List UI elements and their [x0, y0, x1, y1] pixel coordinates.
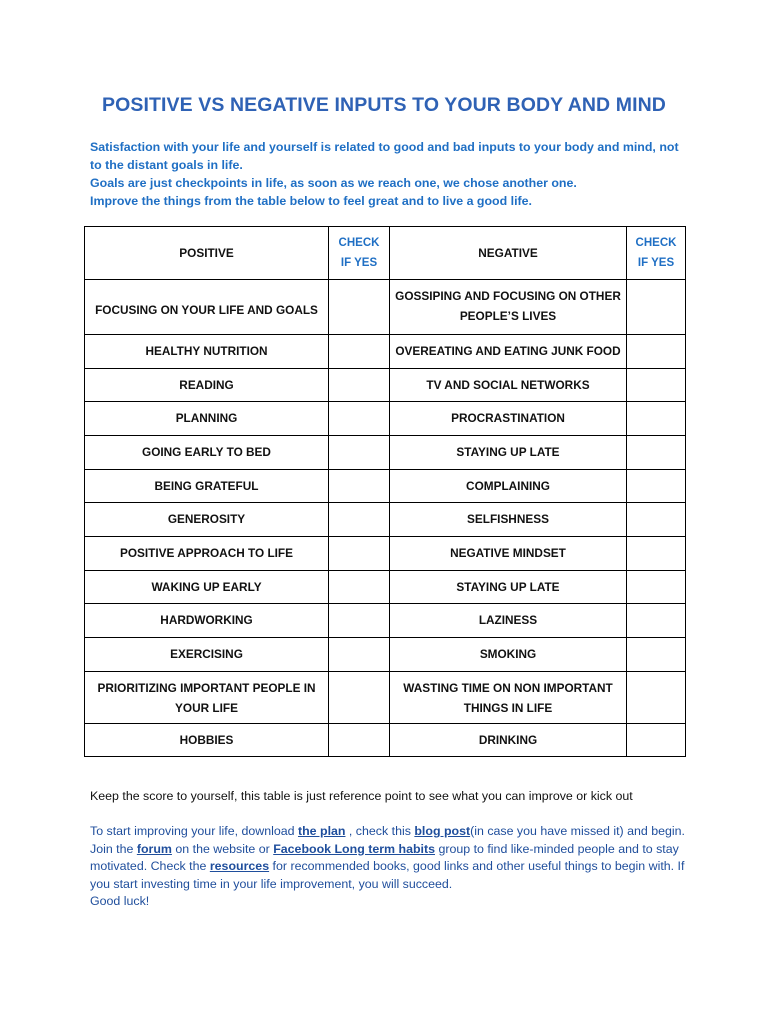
- check-header: [627, 227, 686, 280]
- negative-item: DRINKING: [390, 724, 627, 757]
- table-row: [85, 402, 686, 436]
- table-row: [85, 724, 686, 757]
- positive-item: GENEROSITY: [85, 503, 329, 537]
- positive-item: PLANNING: [85, 402, 329, 436]
- check-cell-positive[interactable]: [329, 402, 390, 436]
- intro-text: [90, 138, 690, 210]
- positive-item: WAKING UP EARLY: [85, 571, 329, 604]
- table-row: [85, 335, 686, 369]
- check-cell-negative[interactable]: [627, 638, 686, 672]
- negative-item: SMOKING: [390, 638, 627, 672]
- negative-item: OVEREATING AND EATING JUNK FOOD: [390, 335, 627, 369]
- negative-item: TV AND SOCIAL NETWORKS: [390, 369, 627, 402]
- table-row: [85, 280, 686, 335]
- negative-item: GOSSIPING AND FOCUSING ON OTHER PEOPLE’S LIVES: [390, 280, 627, 335]
- check-cell-positive[interactable]: [329, 280, 390, 335]
- check-header-line: CHECK: [635, 237, 677, 249]
- check-cell-negative[interactable]: [627, 280, 686, 335]
- table-row: [85, 604, 686, 638]
- forum-link[interactable]: forum: [136, 841, 172, 856]
- intro-line: to the distant goals in life.: [90, 158, 243, 172]
- inputs-table: [84, 226, 686, 757]
- positive-item: READING: [85, 369, 329, 402]
- positive-item: PRIORITIZING IMPORTANT PEOPLE IN YOUR LIFE: [85, 672, 329, 724]
- check-cell-negative[interactable]: [627, 537, 686, 571]
- check-cell-positive[interactable]: [329, 724, 390, 757]
- footer-text-segment: on the website or: [171, 841, 274, 856]
- check-cell-positive[interactable]: [329, 672, 390, 724]
- good-luck-text: Good luck!: [90, 894, 150, 908]
- positive-item: HOBBIES: [85, 724, 329, 757]
- intro-line: Satisfaction with your life and yourself is related to good and bad inputs to your body and mind, not: [90, 140, 679, 154]
- positive-item: HEALTHY NUTRITION: [85, 335, 329, 369]
- check-header-line: CHECK: [338, 237, 380, 249]
- table-row: [85, 436, 686, 470]
- negative-item: NEGATIVE MINDSET: [390, 537, 627, 571]
- table-row: [85, 672, 686, 724]
- resources-link[interactable]: resources: [209, 859, 270, 873]
- check-cell-positive[interactable]: [329, 571, 390, 604]
- positive-item: HARDWORKING: [85, 604, 329, 638]
- check-cell-negative[interactable]: [627, 470, 686, 503]
- negative-header: NEGATIVE: [390, 227, 627, 280]
- footer-text-segment: (in case you have missed it) and begin.: [470, 824, 685, 838]
- negative-item: STAYING UP LATE: [390, 571, 627, 604]
- check-cell-negative[interactable]: [627, 402, 686, 436]
- positive-item: POSITIVE APPROACH TO LIFE: [85, 537, 329, 571]
- footer-text: [90, 823, 690, 911]
- negative-item: STAYING UP LATE: [390, 436, 627, 470]
- positive-item: GOING EARLY TO BED: [85, 436, 329, 470]
- positive-header: POSITIVE: [85, 227, 329, 280]
- check-header: [329, 227, 390, 280]
- check-header-line: IF YES: [637, 257, 675, 269]
- check-cell-positive[interactable]: [329, 470, 390, 503]
- check-cell-positive[interactable]: [329, 638, 390, 672]
- negative-item: WASTING TIME ON NON IMPORTANT THINGS IN LIFE: [390, 672, 627, 724]
- blog-post-link[interactable]: blog post: [414, 824, 471, 838]
- check-cell-positive[interactable]: [329, 335, 390, 369]
- check-cell-positive[interactable]: [329, 436, 390, 470]
- check-cell-negative[interactable]: [627, 571, 686, 604]
- table-row: [85, 503, 686, 537]
- check-cell-positive[interactable]: [329, 369, 390, 402]
- check-cell-positive[interactable]: [329, 537, 390, 571]
- positive-item: BEING GRATEFUL: [85, 470, 329, 503]
- table-row: [85, 638, 686, 672]
- check-cell-negative[interactable]: [627, 604, 686, 638]
- intro-line: Improve the things from the table below to feel great and to live a good life.: [90, 194, 532, 208]
- negative-item: LAZINESS: [390, 604, 627, 638]
- check-cell-negative[interactable]: [627, 335, 686, 369]
- check-cell-positive[interactable]: [329, 604, 390, 638]
- page-title: POSITIVE VS NEGATIVE INPUTS TO YOUR BODY AND MIND: [102, 94, 666, 116]
- table-row: [85, 571, 686, 604]
- intro-line: Goals are just checkpoints in life, as soon as we reach one, we chose another one.: [90, 176, 577, 190]
- footer-text-segment: , check this: [345, 824, 415, 838]
- table-header-row: [85, 227, 686, 280]
- table-row: [85, 369, 686, 402]
- positive-item: FOCUSING ON YOUR LIFE AND GOALS: [85, 280, 329, 335]
- check-cell-negative[interactable]: [627, 436, 686, 470]
- negative-item: COMPLAINING: [390, 470, 627, 503]
- facebook-group-link[interactable]: Facebook Long term habits: [273, 841, 435, 856]
- footer-text-segment: Join the: [90, 841, 137, 856]
- positive-item: EXERCISING: [85, 638, 329, 672]
- check-header-line: IF YES: [340, 257, 378, 269]
- footer-text-segment: for recommended books, good links and other useful things to begin with. If you start investing time in your life improvement, you will succeed.: [90, 859, 685, 891]
- table-row: [85, 470, 686, 503]
- footer-text-segment: To start improving your life, download: [90, 824, 298, 838]
- footer-text-segment: group to find like-minded people and to stay motivated. Check the: [90, 841, 679, 873]
- score-note: Keep the score to yourself, this table is just reference point to see what you can improve or kick out: [90, 789, 633, 803]
- check-cell-negative[interactable]: [627, 503, 686, 537]
- plan-link[interactable]: the plan: [297, 824, 346, 838]
- check-cell-positive[interactable]: [329, 503, 390, 537]
- check-cell-negative[interactable]: [627, 672, 686, 724]
- negative-item: SELFISHNESS: [390, 503, 627, 537]
- check-cell-negative[interactable]: [627, 724, 686, 757]
- negative-item: PROCRASTINATION: [390, 402, 627, 436]
- check-cell-negative[interactable]: [627, 369, 686, 402]
- table-row: [85, 537, 686, 571]
